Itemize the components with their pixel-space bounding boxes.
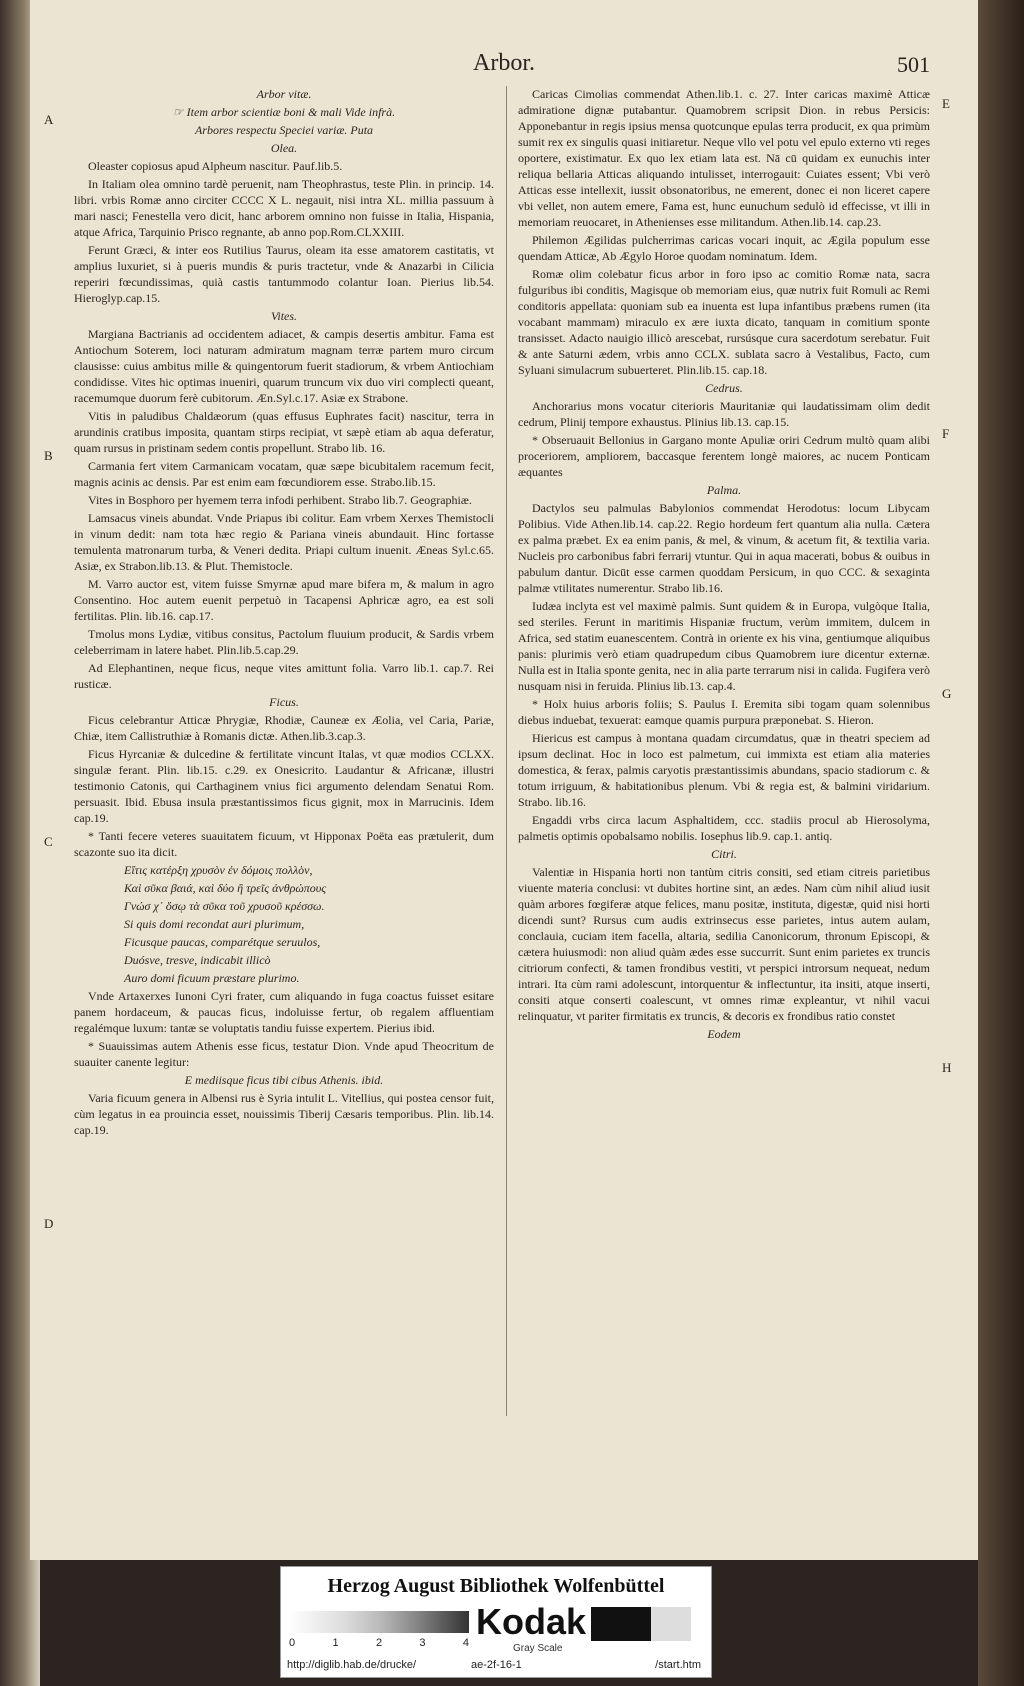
scale-numbers	[289, 1637, 469, 1649]
paragraph: * Holx huius arboris foliis; S. Paulus I. Eremita sibi togam quam solennibus diebus induebat, texuerat: eamque quamis purpura præponebat. S. Hieron.	[518, 697, 930, 727]
shelfmark: ae-2f-16-1	[471, 1659, 522, 1671]
margin-letter-e: E	[942, 96, 950, 111]
section-heading: Citri.	[711, 847, 737, 861]
running-title: Arbor.	[473, 50, 535, 76]
column-divider	[506, 86, 507, 1416]
verse-line: Καὶ σῦκα βαιά, καὶ δύο ἢ τρεῖς ἀνθρώπους	[124, 881, 327, 895]
paragraph: Romæ olim colebatur ficus arbor in foro ipso ac comitio Romæ nata, sacra fulguribus ibi conditis, Magisque ob memoriam eius, quæ nutrix fuit Romuli ac Remi conditoris appellata: quoniam sub ea inuenta est lupa infantibus præbens rumen (ita vocabant mammam) miraculo ex ære iuxta dicato, tanquam in comitium sponte transisset. Adacto nauigio illicò arescebat, rursúsque cura sacerdotum serebatur. Fuit & ante Saturni ædem, vrbis anno CCLX. sublata sacro à Vestalibus, Facto, cum Syluani simulacrum subuerteret. Plin.lib.15. cap.18.	[518, 267, 930, 377]
verse-line: Si quis domi recondat auri plurimum,	[124, 917, 305, 931]
section-heading: Vites.	[270, 309, 298, 323]
section-heading: Cedrus.	[705, 381, 743, 395]
margin-letter-d: D	[44, 1216, 54, 1231]
gray-scale-caption: Gray Scale	[513, 1643, 563, 1654]
margin-letter-b: B	[44, 448, 53, 463]
paragraph: Vnde Artaxerxes Iunoni Cyri frater, cum aliquando in fuga coactus fuisset esitare panem hordaceum, & paucas ficus, indoluisse fertur, ob regalem affluentiam regalémque luxum: tantæ se voluptatis tandiu fuisse expertem. Pierius ibid.	[74, 989, 494, 1035]
paragraph: Ficus Hyrcaniæ & dulcedine & fertilitate vincunt Italas, vt quæ modios CCLXX. singulæ ferant. Plin. lib.15. c.29. ex Onesicrito. Laudantur & Africanæ, illustri testimonio Catonis, qui Carthaginem vnius fici argumento delendam Senatui Rom. persuasit. Ibid. Ebusa insula præstantissimos ficus gignit, mox in Marrucinis. Idem cap.19.	[74, 747, 494, 825]
verse-line: Γνώσ χ᾽ ὅσῳ τὰ σῦκα τοῦ χρυσοῦ κρέσσω.	[124, 899, 325, 913]
left-column	[74, 86, 494, 1140]
paragraph: * Suauissimas autem Athenis esse ficus, testatur Dion. Vnde apud Theocritum de suauiter canente legitur:	[74, 1039, 494, 1069]
gray-scale-bar	[289, 1611, 469, 1633]
margin-letter-a: A	[44, 112, 54, 127]
gray-patch	[651, 1607, 691, 1641]
verse-line: Εἴτις κατέρξη χρυσὸν ἐν δόμοις πολλὸν,	[124, 863, 313, 877]
verse-line: Ficusque paucas, comparétque seruulos,	[124, 935, 321, 949]
book-edge	[978, 0, 1024, 1686]
paragraph: Philemon Ægilidas pulcherrimas caricas vocari inquit, ac Ægila populum esse quendam Atticæ, Ab Ægylo Horoe quodam nominatum. Idem.	[518, 233, 930, 263]
paragraph: Hiericus est campus à montana quadam circumdatus, quæ in theatri speciem ad ipsum declinat. Hoc in loco est palmetum, cui immixta est etiam alia materies domestica, & ferax, palmis caryotis præstantissimis abundans, spacio stadiorum c. & totum irriguum, & habitationibus plenum. Vbi & regia est, & balmini viridarium. Strabo. lib.16.	[518, 731, 930, 809]
margin-letter-c: C	[44, 834, 53, 849]
paragraph: Ficus celebrantur Atticæ Phrygiæ, Rhodiæ, Cauneæ ex Æolia, vel Caria, Pariæ, Chiæ, item Callistruthiæ à Romanis dictæ. Athen.lib.3.cap.3.	[74, 713, 494, 743]
paragraph: Lamsacus vineis abundat. Vnde Priapus ibi colitur. Eam vrbem Xerxes Themistocli in vinum dedit: nam tota hæc regio & Pariana vineis abundauit. Hinc fortasse temulenta matronarum turba, & Veneri dedita. Priapi cultum inuenit. Æneas Syl.c.65. Asiæ, ex Strabon.lib.13. & Plut. Themistocle.	[74, 511, 494, 573]
document-page	[30, 0, 978, 1560]
margin-letter-g: G	[942, 686, 952, 701]
section-heading: Arbor vitæ.	[256, 87, 312, 101]
source-url: http://diglib.hab.de/drucke/	[287, 1659, 417, 1671]
black-patch	[591, 1607, 651, 1641]
paragraph: Iudæa inclyta est vel maximè palmis. Sunt quidem & in Europa, vulgòque Italia, sed steriles. Ferunt in maritimis Hispaniæ fructum, verùm immitem, dulcem in Africa, sed statim euanescentem. Contrà in oriente ex his vina, gentiumque aliquibus panis: plurimis verò etiam quadrupedum cibus Quamobrem iure dicentur externæ. Nulla est in Italia sponte genita, nec in alia parte terrarum nisi in calida. Fugifera verò nusquam nisi in feruida. Plinius lib.13. cap.4.	[518, 599, 930, 693]
library-name: Herzog August Bibliothek Wolfenbüttel	[327, 1575, 665, 1597]
paragraph: Tmolus mons Lydiæ, vitibus consitus, Pactolum fluuium producit, & Sardis vrbem celeberrimam in latere habet. Plin.lib.5.cap.29.	[74, 627, 494, 657]
section-heading: ☞ Item arbor scientiæ boni & mali Vide infrà.	[172, 105, 396, 119]
paragraph: Ad Elephantinen, neque ficus, neque vites amittunt folia. Varro lib.1. cap.7. Rei rusticæ.	[74, 661, 494, 691]
section-heading: Eodem	[707, 1027, 741, 1041]
paragraph: Carmania fert vitem Carmanicam vocatam, quæ sæpe bicubitalem racemum fecit, magnis acinis ac densis. Par est enim eam fœcundiorem esse. Strabo.lib.15.	[74, 459, 494, 489]
section-heading: Olea.	[270, 141, 298, 155]
start-link: /start.htm	[655, 1659, 701, 1671]
paragraph: Oleaster copiosus apud Alpheum nascitur. Pauf.lib.5.	[88, 159, 343, 173]
paragraph: * Tanti fecere veteres suauitatem ficuum, vt Hipponax Poëta eas prætulerit, dum scazonte suo ita dicit.	[74, 829, 494, 859]
paragraph: Caricas Cimolias commendat Athen.lib.1. c. 27. Inter caricas maximè Atticæ admiratione dignæ putabantur. Quamobrem scripsit Dion. in rebus Persicis: Apponebantur in regis ipsius mensa quotcunque epulas terra producit, ex qua primùm sumit rex ex singulis quasi initiaretur. Neque vllo vel potu vel epulo externo vti reges oportere, existimatur. Ex quo lex etiam lata est. Nā cū quidam ex eunuchis inter reliqua bellaria Atticas aliquando intulisset, interrogauit: Cuiates essent; Vbi verò Atticas esse intellexit, iussit obsonatoribus, ne emerent, donec ei non liceret capere vbi vellet, non autem emere, Fama est, hunc eunuchum sedulò id effecisse, vt illi in memoriam reuocaret, in Athenienses esse militandum. Athen.lib.14. cap.23.	[518, 87, 930, 229]
scale-num: 2	[375, 1637, 383, 1649]
paragraph: Dactylos seu palmulas Babylonios commendat Herodotus: locum Libycam Polibius. Vide Athen.lib.14. cap.22. Regio hordeum fert quantum alia nulla. Cætera ex palma præbet. Ex ea enim panis, & mel, & vinum, & acetum fit, & textilia varia. Nucleis pro carbonibus fabri ferrarij vtuntur. Qui in aqua macerati, bobus & ouibus in pabulum dantur. Dicūt esse carmen quoddam Persicum, in quo CCC. & sexaginta palmæ vtilitates numerentur. Strabo lib.16.	[518, 501, 930, 595]
paragraph: Vitis in paludibus Chaldæorum (quas effusus Euphrates facit) nascitur, terra in arundinis cratibus imposita, quantam stirps recipiat, vt sæpè etiam ab aqua deferatur, quam rursus in pristinam sedem contis propellunt. Strabo lib. 16.	[74, 409, 494, 455]
paragraph: Valentiæ in Hispania horti non tantùm citris consiti, sed etiam citreis parietibus viuente materia conclusi: vt dubites hortine sint, an ædes. Nam cùm nihil aliud iusit quàm arbores fœgiferæ atque felices, manu positæ, instituta, digestæ, quid nisi horti dicendi sunt? Rursus cum audis extrinsecus esse parietes, intus autem aulam, conclauia, cuciam item facella, altaria, sedilia Canonicorum, thronum Episcopi, & cætera huiusmodi: non aliud quàm ædes esse succurrit. Sunt enim parietes ex truncis citriorum confecti, & tamen frondibus vestiti, vt perspici introrsum nequeat, nedum intrari. Ita cùm rami adolescunt, intorquentur & inflectuntur, ita insiti, atque inserti, consiti atque conserti coalescunt, vt omnes rimæ expleantur, vt nihil vacui relinquatur, vt pariter firmitatis ex truncis, & decoris ex frondibus ratio constet	[518, 865, 930, 1023]
archive-label	[280, 1566, 712, 1678]
kodak-logo: Kodak	[476, 1601, 587, 1642]
section-heading: Arbores respectu Speciei variæ. Puta	[194, 123, 374, 137]
verse-line: Duósve, tresve, indicabit illicò	[124, 953, 271, 967]
scale-num: 4	[462, 1637, 469, 1649]
scale-num: 0	[289, 1637, 296, 1649]
scale-num: 1	[332, 1637, 339, 1649]
paragraph: Varia ficuum genera in Albensi rus è Syria intulit L. Vitellius, qui postea censor fuit, cùm legatus in ea prouincia esset, nouissimis Tiberij Cæsaris temporibus. Plin. lib.14. cap.19.	[74, 1091, 494, 1137]
paragraph: Anchorarius mons vocatur citerioris Mauritaniæ qui laudatissimam olim dedit cedrum, Plinij tempore exhaustus. Plinius lib.13. cap.15.	[518, 399, 930, 429]
margin-letter-f: F	[942, 426, 950, 441]
paragraph: Engaddi vrbs circa lacum Asphaltidem, ccc. stadiis procul ab Hierosolyma, palmetis optimis opobalsamo nobilis. Iosephus lib.9. cap.1. antiq.	[518, 813, 930, 843]
paragraph: * Obseruauit Bellonius in Gargano monte Apuliæ oriri Cedrum multò quam alibi proceriorem, ampliorem, baccasque ferentem longè maiores, ac nucem Ponticam æquantes	[518, 433, 930, 479]
verse-line: Auro domi ficuum præstare plurimo.	[124, 971, 300, 985]
section-heading: Palma.	[706, 483, 742, 497]
margin-letter-h: H	[942, 1060, 952, 1075]
scale-num: 3	[419, 1637, 426, 1649]
page-number: 501	[897, 52, 930, 77]
paragraph: In Italiam olea omnino tardè peruenit, nam Theophrastus, teste Plin. in princip. 14. libri. vrbis Romæ anno circiter CCCC X L. negauit, nisi intra XL. millia passuum à mari nasci; Fenestella vero dicit, hanc arborem omnino non fuisse in Italia, Hispania, atque Africa, Tarquinio Prisco regnante, ab anno pop.Rom.CLXXIII.	[74, 177, 494, 239]
paragraph: Margiana Bactrianis ad occidentem adiacet, & campis desertis ambitur. Fama est Antiochum Soterem, loci naturam admiratum magnam terræ partem muro circum clausisse: cuius ambitus mille & quingentorum fuerit stadiorum, & vrbem Antiochiam condidisse. Vites hic optimas inueniri, quarum truncum vix duo viri complecti queant, racemumque duorum ferè cubitorum. Æn.Syl.c.17. Asiæ ex Strabone.	[74, 327, 494, 405]
paragraph: M. Varro auctor est, vitem fuisse Smyrnæ apud mare bifera m, & malum in agro Consentino. Hoc autem euenit perpetuò in Tacapensi Aphricæ agro, ea est soli fertilitas. Plin. lib.16. cap.17.	[74, 577, 494, 623]
paragraph: Vites in Bosphoro per hyemem terra infodi perhibent. Strabo lib.7. Geographiæ.	[88, 493, 472, 507]
paragraph: Ferunt Græci, & inter eos Rutilius Taurus, oleam ita esse amatorem castitatis, vt amplius luxuriet, si à pueris mundis & puris tractetur, vnde & Anazarbi in Cilicia reperiri fœcundissimas, quià castis tantummodo colantur Ioan. Pierius lib.54. Hieroglyp.cap.15.	[74, 243, 494, 305]
right-column	[518, 86, 930, 1044]
section-heading: E mediisque ficus tibi cibus Athenis. ibid.	[184, 1073, 384, 1087]
section-heading: Ficus.	[269, 695, 299, 709]
